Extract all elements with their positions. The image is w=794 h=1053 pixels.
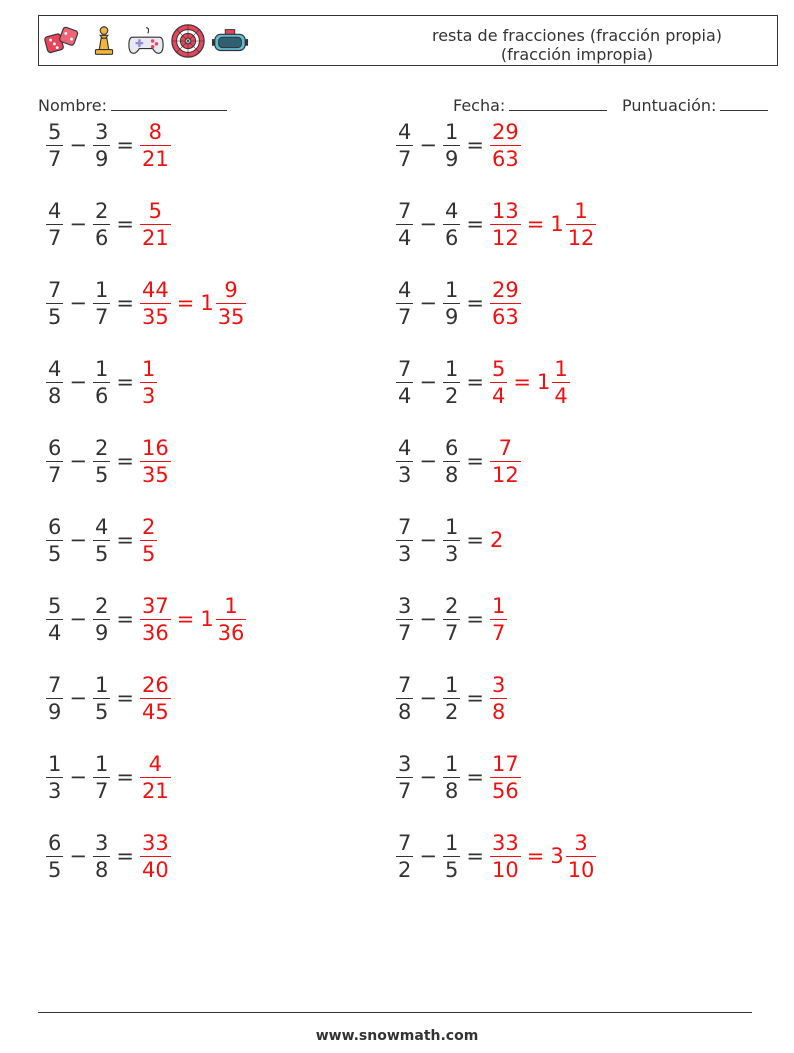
- minuend-fraction-denominator: 5: [48, 857, 62, 882]
- answer-fraction-numerator: 29: [491, 277, 519, 302]
- answer-mixed-fraction-denominator: 35: [217, 304, 245, 329]
- problem-item: [46, 194, 171, 254]
- minuend-fraction: [46, 119, 63, 172]
- answer-fraction: [490, 593, 507, 646]
- subtrahend-fraction: [93, 830, 110, 883]
- subtrahend-fraction: [93, 198, 110, 251]
- answer-mixed-fraction-denominator: 36: [217, 620, 245, 645]
- minuend-fraction: [46, 198, 63, 251]
- minuend-fraction-numerator: 1: [48, 751, 62, 776]
- minuend-fraction: [396, 277, 413, 330]
- answer-fraction-denominator: 8: [491, 699, 506, 724]
- minuend-fraction: [46, 830, 63, 883]
- subtrahend-fraction-denominator: 5: [94, 462, 109, 487]
- minuend-fraction-numerator: 5: [48, 593, 62, 618]
- subtrahend-fraction-denominator: 6: [94, 225, 109, 250]
- minuend-fraction: [396, 198, 413, 251]
- minuend-fraction-numerator: 6: [48, 514, 62, 539]
- minuend-fraction-numerator: 7: [398, 514, 412, 539]
- minuend-fraction-numerator: 3: [398, 751, 412, 776]
- problem-item: [396, 589, 507, 649]
- minuend-fraction-numerator: 4: [48, 198, 62, 223]
- answer-mixed-fraction: [216, 593, 247, 646]
- equals-sign: =: [116, 370, 134, 394]
- minus-sign: −: [419, 449, 437, 473]
- subtrahend-fraction-denominator: 9: [444, 304, 459, 329]
- worksheet-title: [417, 26, 737, 64]
- subtrahend-fraction-numerator: 3: [94, 830, 109, 855]
- subtrahend-fraction-numerator: 1: [94, 277, 109, 302]
- subtrahend-fraction: [443, 277, 460, 330]
- answer-fraction-denominator: 63: [491, 146, 519, 171]
- answer-fraction-denominator: 40: [141, 857, 169, 882]
- minuend-fraction: [396, 435, 413, 488]
- minuend-fraction-numerator: 3: [398, 593, 412, 618]
- equals-sign: =: [466, 212, 484, 236]
- footer-url: www.snowmath.com: [315, 1028, 479, 1044]
- equals-sign: =: [466, 449, 484, 473]
- problem-item: [396, 273, 521, 333]
- minuend-fraction: [46, 514, 63, 567]
- name-blank[interactable]: [111, 94, 227, 111]
- answer-fraction-denominator: 35: [141, 462, 169, 487]
- gamepad-icon: [127, 22, 165, 60]
- title-line-1: resta de fracciones (fracción propia): [431, 26, 723, 45]
- minuend-fraction-denominator: 7: [398, 146, 412, 171]
- subtrahend-fraction-numerator: 1: [94, 751, 109, 776]
- answer-fraction-numerator: 5: [491, 356, 506, 381]
- answer-fraction: [140, 514, 157, 567]
- problem-item: [46, 510, 157, 570]
- minus-sign: −: [69, 291, 87, 315]
- answer-fraction: [490, 672, 507, 725]
- answer-fraction-denominator: 35: [141, 304, 169, 329]
- answer-fraction-numerator: 29: [491, 119, 519, 144]
- subtrahend-fraction-numerator: 1: [444, 119, 459, 144]
- answer-fraction-numerator: 16: [141, 435, 169, 460]
- subtrahend-fraction-denominator: 5: [94, 541, 109, 566]
- subtrahend-fraction: [93, 672, 110, 725]
- score-label: Puntuación:: [622, 96, 717, 115]
- subtrahend-fraction-denominator: 5: [444, 857, 459, 882]
- subtrahend-fraction: [443, 751, 460, 804]
- answer-fraction-denominator: 5: [141, 541, 156, 566]
- answer-mixed-fraction-numerator: 1: [554, 356, 568, 381]
- equals-sign: =: [466, 370, 484, 394]
- name-label: Nombre:: [38, 96, 107, 115]
- footer-divider: [38, 1012, 752, 1013]
- subtrahend-fraction-numerator: 1: [444, 514, 459, 539]
- answer-fraction-numerator: 3: [491, 672, 506, 697]
- answer-mixed-fraction-denominator: 4: [554, 383, 568, 408]
- subtrahend-fraction-numerator: 4: [94, 514, 109, 539]
- subtrahend-fraction-denominator: 7: [94, 304, 109, 329]
- equals-sign: =: [466, 528, 484, 552]
- name-field: [38, 94, 227, 115]
- equals-sign: =: [466, 686, 484, 710]
- answer-fraction-numerator: 37: [141, 593, 169, 618]
- minuend-fraction: [396, 751, 413, 804]
- minuend-fraction-numerator: 6: [48, 830, 62, 855]
- subtrahend-fraction-denominator: 2: [444, 699, 459, 724]
- equals-sign: =: [116, 844, 134, 868]
- answer-fraction-numerator: 33: [141, 830, 169, 855]
- date-field: [453, 94, 607, 115]
- problem-item: [396, 510, 503, 570]
- answer-fraction: [490, 751, 521, 804]
- answer-fraction-numerator: 7: [498, 435, 513, 460]
- subtrahend-fraction-numerator: 1: [94, 356, 109, 381]
- answer-mixed-whole: 1: [200, 291, 214, 315]
- subtrahend-fraction-numerator: 2: [444, 593, 459, 618]
- problem-item: [396, 431, 521, 491]
- answer-fraction: [140, 751, 171, 804]
- answer-fraction-denominator: 21: [141, 225, 169, 250]
- minuend-fraction: [46, 672, 63, 725]
- minuend-fraction-numerator: 7: [398, 672, 412, 697]
- minus-sign: −: [69, 133, 87, 157]
- minuend-fraction: [396, 593, 413, 646]
- answer-fraction-denominator: 36: [141, 620, 169, 645]
- answer-fraction-denominator: 12: [491, 225, 519, 250]
- answer-fraction: [490, 198, 521, 251]
- answer-fraction-denominator: 56: [491, 778, 519, 803]
- subtrahend-fraction: [443, 356, 460, 409]
- equals-sign: =: [466, 291, 484, 315]
- subtrahend-fraction-numerator: 1: [444, 356, 459, 381]
- answer-fraction-numerator: 33: [491, 830, 519, 855]
- minuend-fraction-denominator: 3: [398, 462, 412, 487]
- equals-sign: =: [466, 765, 484, 789]
- problem-item: [396, 194, 596, 254]
- answer-fraction-numerator: 1: [491, 593, 506, 618]
- minuend-fraction: [46, 435, 63, 488]
- minuend-fraction-denominator: 5: [48, 541, 62, 566]
- answer-fraction: [140, 119, 171, 172]
- minus-sign: −: [69, 686, 87, 710]
- problem-item: [396, 352, 570, 412]
- equals-sign: =: [116, 212, 134, 236]
- minuend-fraction-denominator: 3: [48, 778, 62, 803]
- minuend-fraction-denominator: 4: [48, 620, 62, 645]
- problem-item: [46, 352, 157, 412]
- subtrahend-fraction-denominator: 9: [94, 620, 109, 645]
- answer-fraction-denominator: 10: [491, 857, 519, 882]
- answer-fraction-numerator: 17: [491, 751, 519, 776]
- minuend-fraction: [46, 751, 63, 804]
- answer-fraction: [140, 435, 171, 488]
- subtrahend-fraction: [443, 514, 460, 567]
- minuend-fraction-numerator: 5: [48, 119, 62, 144]
- problem-item: [46, 826, 171, 886]
- answer-mixed-fraction-numerator: 9: [224, 277, 238, 302]
- answer-mixed-whole: 1: [536, 370, 551, 394]
- header-icons: [43, 22, 249, 60]
- equals-sign: =: [116, 449, 134, 473]
- answer-mixed-fraction-numerator: 1: [224, 593, 238, 618]
- answer-fraction: [490, 277, 521, 330]
- minus-sign: −: [419, 528, 437, 552]
- minuend-fraction-numerator: 4: [398, 435, 412, 460]
- equals-sign: =: [466, 607, 484, 631]
- subtrahend-fraction-denominator: 6: [444, 225, 459, 250]
- answer-fraction: [140, 277, 171, 330]
- answer-fraction-numerator: 2: [141, 514, 156, 539]
- answer-mixed-fraction: [566, 830, 597, 883]
- minuend-fraction: [396, 830, 413, 883]
- answer-fraction-numerator: 8: [148, 119, 163, 144]
- subtrahend-fraction-numerator: 1: [444, 672, 459, 697]
- minuend-fraction: [46, 277, 63, 330]
- subtrahend-fraction-denominator: 7: [444, 620, 459, 645]
- minuend-fraction: [46, 593, 63, 646]
- answer-mixed-whole: 3: [550, 844, 564, 868]
- answer-fraction-numerator: 13: [491, 198, 519, 223]
- date-blank[interactable]: [509, 94, 607, 111]
- minuend-fraction-denominator: 7: [48, 146, 62, 171]
- answer-fraction: [140, 356, 157, 409]
- minuend-fraction: [46, 356, 63, 409]
- answer-mixed-fraction: [552, 356, 569, 409]
- minuend-fraction-denominator: 7: [48, 225, 62, 250]
- minus-sign: −: [419, 607, 437, 631]
- answer-fraction: [140, 198, 171, 251]
- subtrahend-fraction: [93, 119, 110, 172]
- answer-fraction-denominator: 45: [141, 699, 169, 724]
- equals-sign: =: [116, 607, 134, 631]
- subtrahend-fraction-denominator: 3: [444, 541, 459, 566]
- equals-sign: =: [466, 133, 484, 157]
- minuend-fraction-denominator: 7: [48, 462, 62, 487]
- minuend-fraction-denominator: 9: [48, 699, 62, 724]
- subtrahend-fraction: [93, 356, 110, 409]
- subtrahend-fraction-denominator: 6: [94, 383, 109, 408]
- answer-fraction: [490, 119, 521, 172]
- minuend-fraction-numerator: 4: [398, 277, 412, 302]
- minuend-fraction-denominator: 3: [398, 541, 412, 566]
- subtrahend-fraction: [443, 119, 460, 172]
- answer-mixed-fraction-denominator: 12: [567, 225, 595, 250]
- answer-fraction-denominator: 21: [141, 778, 169, 803]
- answer-fraction-denominator: 12: [491, 462, 519, 487]
- answer-fraction-numerator: 4: [148, 751, 163, 776]
- subtrahend-fraction-numerator: 1: [444, 277, 459, 302]
- answer-fraction-denominator: 3: [141, 383, 156, 408]
- minuend-fraction-numerator: 4: [48, 356, 62, 381]
- minuend-fraction-numerator: 7: [48, 672, 62, 697]
- minuend-fraction-denominator: 8: [398, 699, 412, 724]
- subtrahend-fraction-numerator: 4: [444, 198, 459, 223]
- minuend-fraction: [396, 514, 413, 567]
- minus-sign: −: [419, 844, 437, 868]
- problem-item: [46, 747, 171, 807]
- subtrahend-fraction-numerator: 3: [94, 119, 109, 144]
- subtrahend-fraction-numerator: 2: [94, 198, 109, 223]
- minus-sign: −: [69, 528, 87, 552]
- subtrahend-fraction-numerator: 1: [444, 751, 459, 776]
- minuend-fraction-denominator: 4: [398, 225, 412, 250]
- dartboard-icon: [169, 22, 207, 60]
- answer-equals-sign: =: [176, 607, 195, 631]
- minus-sign: −: [69, 370, 87, 394]
- answer-fraction: [140, 830, 171, 883]
- equals-sign: =: [116, 528, 134, 552]
- problem-item: [46, 115, 171, 175]
- minuend-fraction-denominator: 7: [398, 620, 412, 645]
- subtrahend-fraction: [443, 435, 460, 488]
- minuend-fraction: [396, 119, 413, 172]
- date-label: Fecha:: [453, 96, 506, 115]
- minuend-fraction-numerator: 7: [398, 198, 412, 223]
- minuend-fraction-numerator: 7: [398, 356, 412, 381]
- minuend-fraction-numerator: 6: [48, 435, 62, 460]
- subtrahend-fraction: [443, 593, 460, 646]
- subtrahend-fraction-numerator: 1: [94, 672, 109, 697]
- answer-mixed-fraction-denominator: 10: [567, 857, 595, 882]
- subtrahend-fraction-numerator: 1: [444, 830, 459, 855]
- subtrahend-fraction: [93, 435, 110, 488]
- minus-sign: −: [419, 370, 437, 394]
- answer-mixed-fraction: [566, 198, 597, 251]
- subtrahend-fraction: [93, 277, 110, 330]
- subtrahend-fraction: [443, 830, 460, 883]
- answer-equals-sign: =: [526, 212, 545, 236]
- answer-mixed-fraction-numerator: 1: [574, 198, 588, 223]
- subtrahend-fraction-denominator: 9: [444, 146, 459, 171]
- problem-item: [396, 115, 521, 175]
- problem-item: [46, 668, 171, 728]
- equals-sign: =: [116, 133, 134, 157]
- minuend-fraction-denominator: 7: [398, 304, 412, 329]
- minuend-fraction-denominator: 5: [48, 304, 62, 329]
- answer-mixed-whole: 1: [550, 212, 564, 236]
- subtrahend-fraction: [93, 593, 110, 646]
- minuend-fraction-numerator: 7: [398, 830, 412, 855]
- minuend-fraction-denominator: 4: [398, 383, 412, 408]
- answer-whole: 2: [489, 528, 504, 552]
- score-field: [622, 94, 768, 115]
- subtrahend-fraction-denominator: 8: [444, 778, 459, 803]
- answer-fraction-denominator: 4: [491, 383, 506, 408]
- answer-fraction-denominator: 63: [491, 304, 519, 329]
- subtrahend-fraction-numerator: 6: [444, 435, 459, 460]
- answer-fraction-numerator: 1: [141, 356, 156, 381]
- problem-item: [46, 589, 246, 649]
- minus-sign: −: [419, 133, 437, 157]
- equals-sign: =: [116, 765, 134, 789]
- subtrahend-fraction-denominator: 2: [444, 383, 459, 408]
- answer-mixed-fraction: [216, 277, 247, 330]
- minus-sign: −: [69, 844, 87, 868]
- vr-headset-icon: [211, 22, 249, 60]
- answer-equals-sign: =: [176, 291, 195, 315]
- answer-fraction-denominator: 7: [491, 620, 506, 645]
- answer-fraction: [490, 435, 521, 488]
- minus-sign: −: [419, 212, 437, 236]
- minus-sign: −: [419, 291, 437, 315]
- answer-fraction: [140, 672, 171, 725]
- subtrahend-fraction: [93, 514, 110, 567]
- minuend-fraction-denominator: 8: [48, 383, 62, 408]
- subtrahend-fraction-denominator: 8: [444, 462, 459, 487]
- subtrahend-fraction-numerator: 2: [94, 593, 109, 618]
- minuend-fraction-denominator: 2: [398, 857, 412, 882]
- subtrahend-fraction-denominator: 9: [94, 146, 109, 171]
- minus-sign: −: [69, 449, 87, 473]
- chess-pawn-icon: [85, 22, 123, 60]
- subtrahend-fraction-numerator: 2: [94, 435, 109, 460]
- answer-fraction: [490, 830, 521, 883]
- equals-sign: =: [466, 844, 484, 868]
- answer-fraction: [140, 593, 171, 646]
- score-blank[interactable]: [720, 94, 768, 111]
- subtrahend-fraction: [443, 672, 460, 725]
- dice-icon: [43, 22, 81, 60]
- minus-sign: −: [69, 607, 87, 631]
- equals-sign: =: [116, 291, 134, 315]
- problem-item: [46, 431, 171, 491]
- worksheet-header: [38, 15, 778, 66]
- answer-fraction: [490, 356, 507, 409]
- equals-sign: =: [116, 686, 134, 710]
- subtrahend-fraction: [93, 751, 110, 804]
- minuend-fraction-numerator: 7: [48, 277, 62, 302]
- answer-fraction-numerator: 5: [148, 198, 163, 223]
- minuend-fraction-numerator: 4: [398, 119, 412, 144]
- minus-sign: −: [69, 765, 87, 789]
- subtrahend-fraction-denominator: 5: [94, 699, 109, 724]
- problem-item: [396, 747, 521, 807]
- minus-sign: −: [69, 212, 87, 236]
- subtrahend-fraction: [443, 198, 460, 251]
- answer-equals-sign: =: [526, 844, 545, 868]
- problem-item: [396, 826, 596, 886]
- answer-fraction-denominator: 21: [141, 146, 169, 171]
- problem-item: [46, 273, 246, 333]
- subtrahend-fraction-denominator: 7: [94, 778, 109, 803]
- answer-fraction-numerator: 26: [141, 672, 169, 697]
- minuend-fraction: [396, 672, 413, 725]
- minus-sign: −: [419, 686, 437, 710]
- minuend-fraction-denominator: 7: [398, 778, 412, 803]
- answer-mixed-fraction-numerator: 3: [574, 830, 588, 855]
- answer-equals-sign: =: [513, 370, 531, 394]
- minus-sign: −: [419, 765, 437, 789]
- title-line-2: (fracción impropia): [500, 45, 654, 64]
- problem-item: [396, 668, 507, 728]
- answer-mixed-whole: 1: [200, 607, 214, 631]
- subtrahend-fraction-denominator: 8: [94, 857, 109, 882]
- answer-fraction-numerator: 44: [141, 277, 169, 302]
- minuend-fraction: [396, 356, 413, 409]
